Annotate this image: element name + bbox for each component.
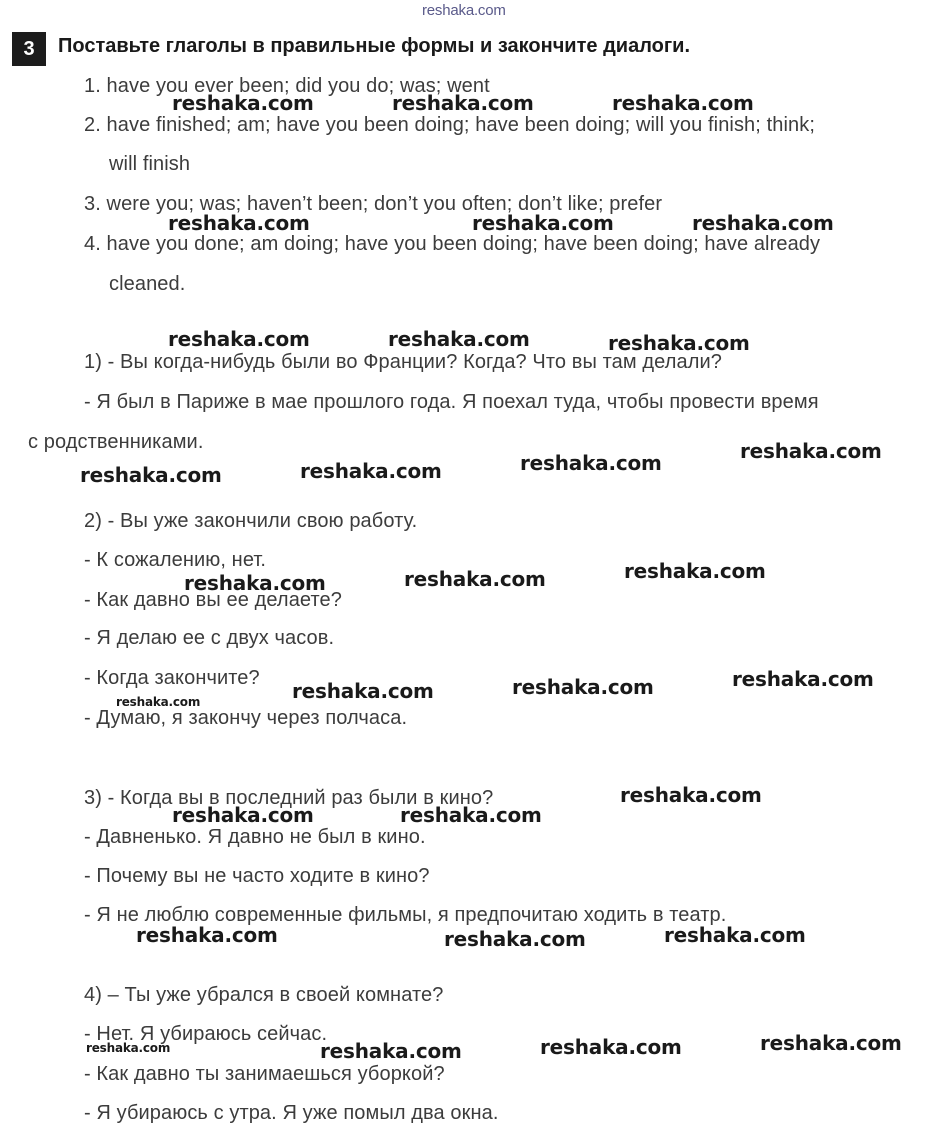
dialog-line: с родственниками. (28, 431, 204, 453)
dialog-line: 3) - Когда вы в последний раз были в кино? (84, 787, 494, 809)
watermark: reshaka.com (664, 923, 806, 947)
watermark: reshaka.com (540, 1035, 682, 1059)
answer-line: 3. were you; was; haven’t been; don’t you often; don’t like; prefer (84, 193, 663, 215)
watermark: reshaka.com (624, 559, 766, 583)
watermark: reshaka.com (732, 667, 874, 691)
dialog-line: - Как давно вы ее делаете? (84, 589, 342, 611)
watermark: reshaka.com (612, 91, 754, 115)
watermark-top: reshaka.com (422, 2, 506, 19)
dialog-line: - Я убираюсь с утра. Я уже помыл два окна. (84, 1102, 499, 1124)
watermark: reshaka.com (608, 331, 750, 355)
answer-line: will finish (109, 153, 191, 175)
dialog-line: - Думаю, я закончу через полчаса. (84, 707, 408, 729)
dialog-line: - Давненько. Я давно не был в кино. (84, 826, 426, 848)
dialog-line: 4) – Ты уже убрался в своей комнате? (84, 984, 444, 1006)
answer-line: cleaned. (109, 273, 186, 295)
watermark: reshaka.com (400, 803, 542, 827)
dialog-line: - Как давно ты занимаешься уборкой? (84, 1063, 445, 1085)
watermark: reshaka.com (300, 459, 442, 483)
dialog-line: 1) - Вы когда-нибудь были во Франции? Когда? Что вы там делали? (84, 351, 722, 373)
task-title: Поставьте глаголы в правильные формы и закончите диалоги. (58, 35, 691, 57)
watermark: reshaka.com (172, 803, 314, 827)
task-number-badge: 3 (12, 32, 46, 66)
dialog-line: - Нет. Я убираюсь сейчас. (84, 1023, 328, 1045)
watermark: reshaka.com (444, 927, 586, 951)
watermark: reshaka.com (740, 439, 882, 463)
dialog-line: - Когда закончите? (84, 667, 260, 689)
answer-line: 2. have finished; am; have you been doing; have been doing; will you finish; think; (84, 114, 815, 136)
watermark: reshaka.com (168, 327, 310, 351)
watermark: reshaka.com (168, 211, 310, 235)
watermark: reshaka.com (292, 679, 434, 703)
watermark: reshaka.com (512, 675, 654, 699)
watermark: reshaka.com (388, 327, 530, 351)
watermark: reshaka.com (80, 463, 222, 487)
watermark: reshaka.com (320, 1039, 462, 1063)
watermark: reshaka.com (472, 211, 614, 235)
watermark: reshaka.com (620, 783, 762, 807)
watermark: reshaka.com (136, 923, 278, 947)
watermark: reshaka.com (404, 567, 546, 591)
watermark: reshaka.com (692, 211, 834, 235)
watermark: reshaka.com (86, 1041, 171, 1055)
dialog-line: - Я был в Париже в мае прошлого года. Я поехал туда, чтобы провести время (84, 391, 819, 413)
answer-line: 1. have you ever been; did you do; was; went (84, 75, 490, 97)
watermark: reshaka.com (172, 91, 314, 115)
answer-line: 4. have you done; am doing; have you been doing; have been doing; have already (84, 233, 821, 255)
dialog-line: - Почему вы не часто ходите в кино? (84, 865, 430, 887)
watermark: reshaka.com (520, 451, 662, 475)
watermark: reshaka.com (184, 571, 326, 595)
dialog-line: - Я делаю ее с двух часов. (84, 627, 335, 649)
watermark: reshaka.com (116, 695, 201, 709)
dialog-line: - К сожалению, нет. (84, 549, 267, 571)
dialog-line: - Я не люблю современные фильмы, я предпочитаю ходить в театр. (84, 904, 727, 926)
watermark: reshaka.com (760, 1031, 902, 1055)
watermark: reshaka.com (392, 91, 534, 115)
dialog-line: 2) - Вы уже закончили свою работу. (84, 510, 418, 532)
